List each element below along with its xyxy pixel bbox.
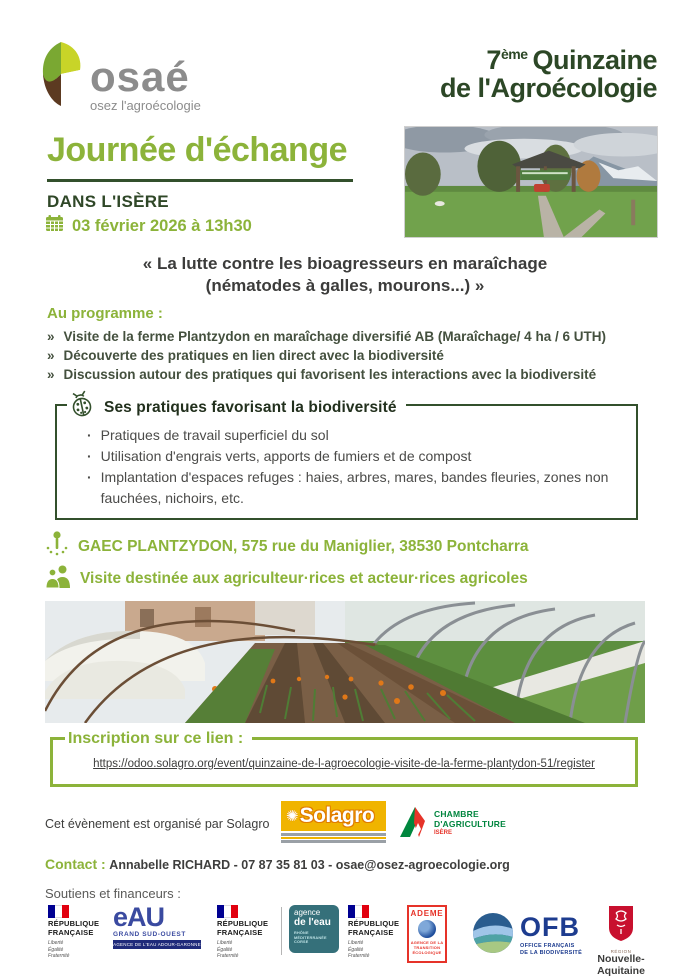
audience-text: Visite destinée aux agriculteur·rices et acteur·rices agricoles [80, 570, 528, 587]
ofb-sub1: OFFICE FRANÇAIS [520, 942, 575, 949]
registration-box [50, 730, 638, 787]
topic-line2: (nématodes à galles, mourons...) » [205, 275, 485, 295]
rf-motto3: Fraternité [48, 953, 70, 960]
solagro-bar [281, 833, 386, 843]
ademe-globe-icon [418, 920, 436, 938]
rf-line2: FRANÇAISE [217, 927, 263, 937]
republique-francaise-logo [48, 905, 106, 960]
republique-francaise-logo [348, 905, 406, 960]
rf-motto2: Égalité [217, 946, 233, 953]
ladybug-icon [67, 390, 97, 425]
rf-line1: RÉPUBLIQUE [217, 919, 269, 928]
chambre-arrow-icon [398, 803, 428, 844]
logo-divider [281, 907, 282, 955]
programme-list [47, 327, 643, 384]
ofb-logo [473, 913, 582, 958]
ademe-sub3: ÉCOLOGIQUE [412, 950, 442, 956]
farm-shelter-photo [404, 126, 658, 238]
programme-item-text: Discussion autour des pratiques qui favorisent les interactions avec la biodiversité [63, 367, 597, 383]
organizer-text: Cet évènement est organisé par Solagro [45, 817, 270, 831]
rf-motto1: Liberté [217, 940, 233, 947]
ofb-wordmark: OFB [520, 911, 580, 942]
rf-line2: FRANÇAISE [348, 927, 394, 937]
chambre-name-line1: CHAMBRE [434, 809, 479, 820]
programme-item [47, 346, 643, 365]
rmc-sub2: MÉDITERRANÉE [294, 935, 327, 940]
eau-region: GRAND SUD-OUEST [113, 931, 186, 939]
practices-legend [67, 390, 406, 425]
chevron-bullet: » [47, 348, 55, 364]
french-flag-icon [217, 905, 238, 918]
venue-row [45, 530, 528, 563]
quinzaine-line1 [440, 46, 657, 74]
practices-item [87, 467, 620, 509]
eau-agency-bar: AGENCE DE L'EAU ADOUR-GARONNE [113, 942, 201, 948]
na-crest-icon [607, 930, 635, 947]
contact-value: Annabelle RICHARD - 07 87 35 81 03 - osae@osez-agroecologie.org [109, 858, 510, 872]
rf-motto2: Égalité [348, 946, 364, 953]
nouvelle-aquitaine-logo [590, 905, 652, 977]
venue-address: GAEC PLANTZYDON, 575 rue du Maniglier, 38530 Pontcharra [78, 537, 529, 555]
sponsors-row [45, 902, 655, 977]
date-row [45, 215, 252, 237]
topic-line1: « La lutte contre les bioagresseurs en maraîchage [142, 254, 548, 273]
rf-line1: RÉPUBLIQUE [48, 919, 100, 928]
title-underline [47, 179, 353, 182]
practices-item-text: Pratiques de travail superficiel du sol [100, 427, 329, 443]
practices-box [55, 398, 638, 520]
contact-row [45, 856, 510, 872]
eau-grand-sud-ouest-logo [113, 902, 201, 949]
ademe-sub2: TRANSITION [413, 945, 441, 951]
na-name-line1: Nouvelle- [597, 953, 645, 965]
quinzaine-ordinal: ème [500, 46, 528, 62]
programme-heading: Au programme : [47, 305, 163, 322]
rf-motto [348, 940, 406, 960]
osae-logo [38, 40, 201, 113]
field-photo [45, 601, 645, 723]
rf-motto [48, 940, 106, 960]
solagro-sun-icon: ✺ [286, 808, 299, 825]
programme-item [47, 327, 643, 346]
event-datetime: 03 février 2026 à 13h30 [72, 216, 252, 235]
audience-row [45, 565, 528, 593]
chambre-dept: ISÈRE [434, 830, 453, 837]
rf-motto2: Égalité [48, 946, 64, 953]
rf-line2: FRANÇAISE [48, 927, 94, 937]
french-flag-icon [348, 905, 369, 918]
rf-motto1: Liberté [348, 940, 364, 947]
rf-motto3: Fraternité [348, 953, 370, 960]
solagro-wordmark: Solagro [299, 804, 375, 827]
people-icon [45, 565, 71, 593]
ademe-wordmark: ADEME [410, 909, 444, 918]
rf-line1: RÉPUBLIQUE [348, 919, 400, 928]
location-pin-icon [45, 530, 69, 563]
dot-bullet: · [87, 427, 92, 443]
na-region-label: RÉGION [610, 949, 632, 954]
registration-link[interactable]: https://odoo.solagro.org/event/quinzaine-de-l-agroecologie-visite-de-la-ferme-plantydon-51/register [93, 758, 595, 770]
practices-title: Ses pratiques favorisant la biodiversité [104, 398, 397, 416]
chambre-agriculture-logo [398, 803, 506, 844]
osae-leaf-icon [38, 40, 84, 113]
ademe-sub1: AGENCE DE LA [410, 940, 444, 945]
programme-item [47, 365, 643, 384]
chevron-bullet: » [47, 367, 55, 383]
quinzaine-line2: de l'Agroécologie [440, 73, 657, 104]
practices-item-text: Implantation d'espaces refuges : haies, arbres, mares, bandes fleuries, zones non fauchées, nichoirs, etc. [100, 469, 609, 506]
ademe-logo [407, 905, 447, 963]
quinzaine-number: 7 [486, 45, 501, 75]
agence-eau-rmc-logo [289, 905, 339, 953]
osae-tagline: osez l'agroécologie [90, 98, 201, 113]
republique-francaise-logo [217, 905, 275, 960]
quinzaine-word: Quinzaine [532, 45, 657, 75]
na-name-line2: Aquitaine [597, 964, 645, 977]
rf-motto1: Liberté [48, 940, 64, 947]
practices-item [87, 425, 620, 446]
rf-motto [217, 940, 275, 960]
rmc-sub1: RHÔNE [294, 931, 309, 935]
rf-motto3: Fraternité [217, 953, 239, 960]
dot-bullet: · [87, 469, 92, 485]
rmc-line1: agence [294, 908, 321, 917]
registration-heading: Inscription sur ce lien : [65, 728, 252, 749]
ofb-circle-icon [473, 913, 513, 958]
programme-item-text: Visite de la ferme Plantzydon en maraîchage diversifié AB (Maraîchage/ 4 ha / 6 UTH) [63, 329, 606, 344]
page-title: Journée d'échange [47, 131, 348, 169]
eau-wordmark: eAU [113, 902, 165, 932]
quinzaine-title [440, 46, 657, 102]
rmc-sub3: CORSE [294, 940, 309, 945]
calendar-icon [45, 215, 64, 237]
osae-wordmark: osaé [90, 53, 190, 101]
programme-item-text: Découverte des pratiques en lien direct avec la biodiversité [63, 348, 444, 364]
practices-item [87, 446, 620, 467]
practices-item-text: Utilisation d'engrais verts, apports de fumiers et de compost [100, 448, 472, 464]
rmc-line2: de l'eau [294, 917, 331, 928]
chevron-bullet: » [47, 329, 55, 344]
french-flag-icon [48, 905, 69, 918]
event-topic [0, 253, 690, 297]
dot-bullet: · [87, 448, 92, 464]
solagro-logo [281, 801, 386, 843]
region-label: DANS L'ISÈRE [47, 192, 169, 211]
sponsors-heading: Soutiens et financeurs : [45, 886, 181, 901]
ofb-sub2: DE LA BIODIVERSITÉ [520, 950, 583, 956]
chambre-name-line2: D'AGRICULTURE [434, 818, 506, 829]
contact-label: Contact : [45, 856, 106, 872]
